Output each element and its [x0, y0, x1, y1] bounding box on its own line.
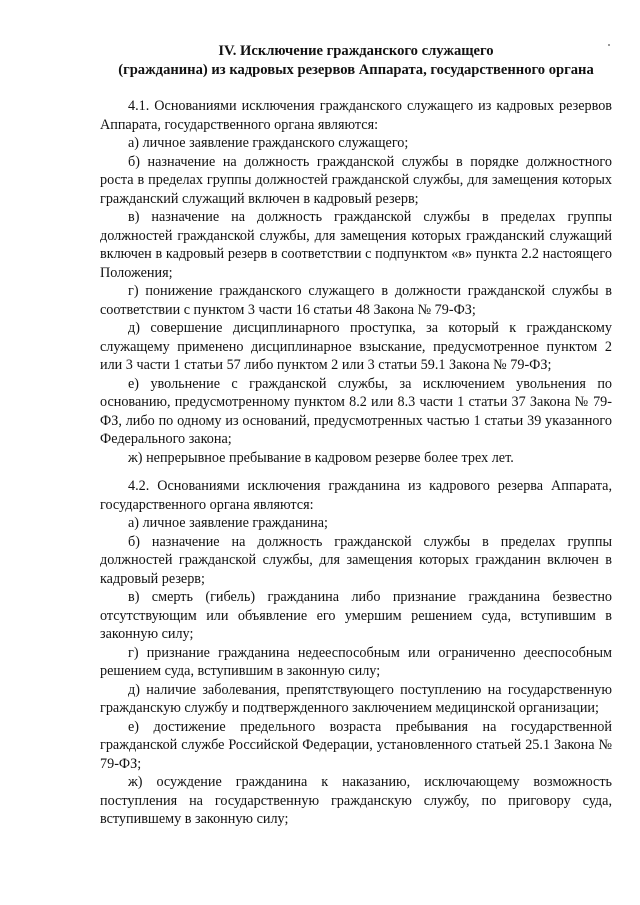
list-item-4-1-v: в) назначение на должность гражданской службы в пределах группы должностей гражданской службы, для замещения которых гражданский служащий включен в кадровый резерв в соответствии с подпунктом «в» пункта 2.2 настоящего Положения;	[100, 209, 612, 281]
list-item-4-1-b: б) назначение на должность гражданской службы в порядке должностного роста в пределах группы должностей гражданской службы, для замещения которых гражданский служащий включен в кадровый резерв;	[100, 153, 612, 207]
list-item-4-1-d: д) совершение дисциплинарного проступка, за который к гражданскому служащему применено дисциплинарное взыскание, предусмотренное пунктом 2 или 3 части 1 статьи 57 либо пунктом 2 или 3 статьи 59.1 Закона № 79-ФЗ;	[100, 320, 612, 373]
document-page	[100, 42, 612, 829]
section-title-line-1: IV. Исключение гражданского служащего	[218, 43, 494, 59]
list-item-4-2-g: г) признание гражданина недееспособным или ограниченно дееспособным решением суда, вступившим в законную силу;	[100, 644, 612, 679]
paragraph-4-2-intro: 4.2. Основаниями исключения гражданина из кадрового резерва Аппарата, государственного органа являются:	[100, 478, 612, 513]
list-item-4-2-zh: ж) осуждение гражданина к наказанию, исключающему возможность поступления на государственную гражданскую службу, по приговору суда, вступившему в законную силу;	[100, 774, 612, 827]
paragraph-4-1-intro: 4.1. Основаниями исключения гражданского служащего из кадровых резервов Аппарата, государственного органа являются:	[100, 98, 612, 133]
section-title	[100, 42, 612, 80]
list-item-4-1-g: г) понижение гражданского служащего в должности гражданской службы в соответствии с пунктом 3 части 16 статьи 48 Закона № 79-ФЗ;	[100, 283, 612, 318]
list-item-4-1-e: е) увольнение с гражданской службы, за исключением увольнения по основанию, предусмотренному пунктом 8.2 или 8.3 части 1 статьи 37 Закона № 79-ФЗ, либо по одному из оснований, предусмотренных частью 1 статьи 39 указанного Федерального закона;	[100, 375, 612, 447]
list-item-4-2-v: в) смерть (гибель) гражданина либо признание гражданина безвестно отсутствующим или объявление его умершим решением суда, вступившим в законную силу;	[100, 589, 612, 642]
list-item-4-2-a: а) личное заявление гражданина;	[128, 515, 328, 531]
section-title-line-2: (гражданина) из кадровых резервов Аппарата, государственного органа	[118, 62, 594, 78]
list-item-4-2-b: б) назначение на должность гражданской службы в пределах группы должностей гражданской службы, для замещения которых гражданин включен в кадровый резерв;	[100, 533, 612, 587]
list-item-4-1-a: а) личное заявление гражданского служащего;	[128, 135, 409, 151]
list-item-4-1-zh: ж) непрерывное пребывание в кадровом резерве более трех лет.	[128, 449, 514, 466]
list-item-4-2-d: д) наличие заболевания, препятствующего поступлению на государственную гражданскую службу и подтвержденного заключением медицинской организации;	[100, 681, 612, 716]
list-item-4-2-e: е) достижение предельного возраста пребывания на государственной гражданской службе Российской Федерации, установленного статьей 25.1 Закона № 79-ФЗ;	[100, 718, 612, 772]
section-gap	[100, 467, 612, 477]
